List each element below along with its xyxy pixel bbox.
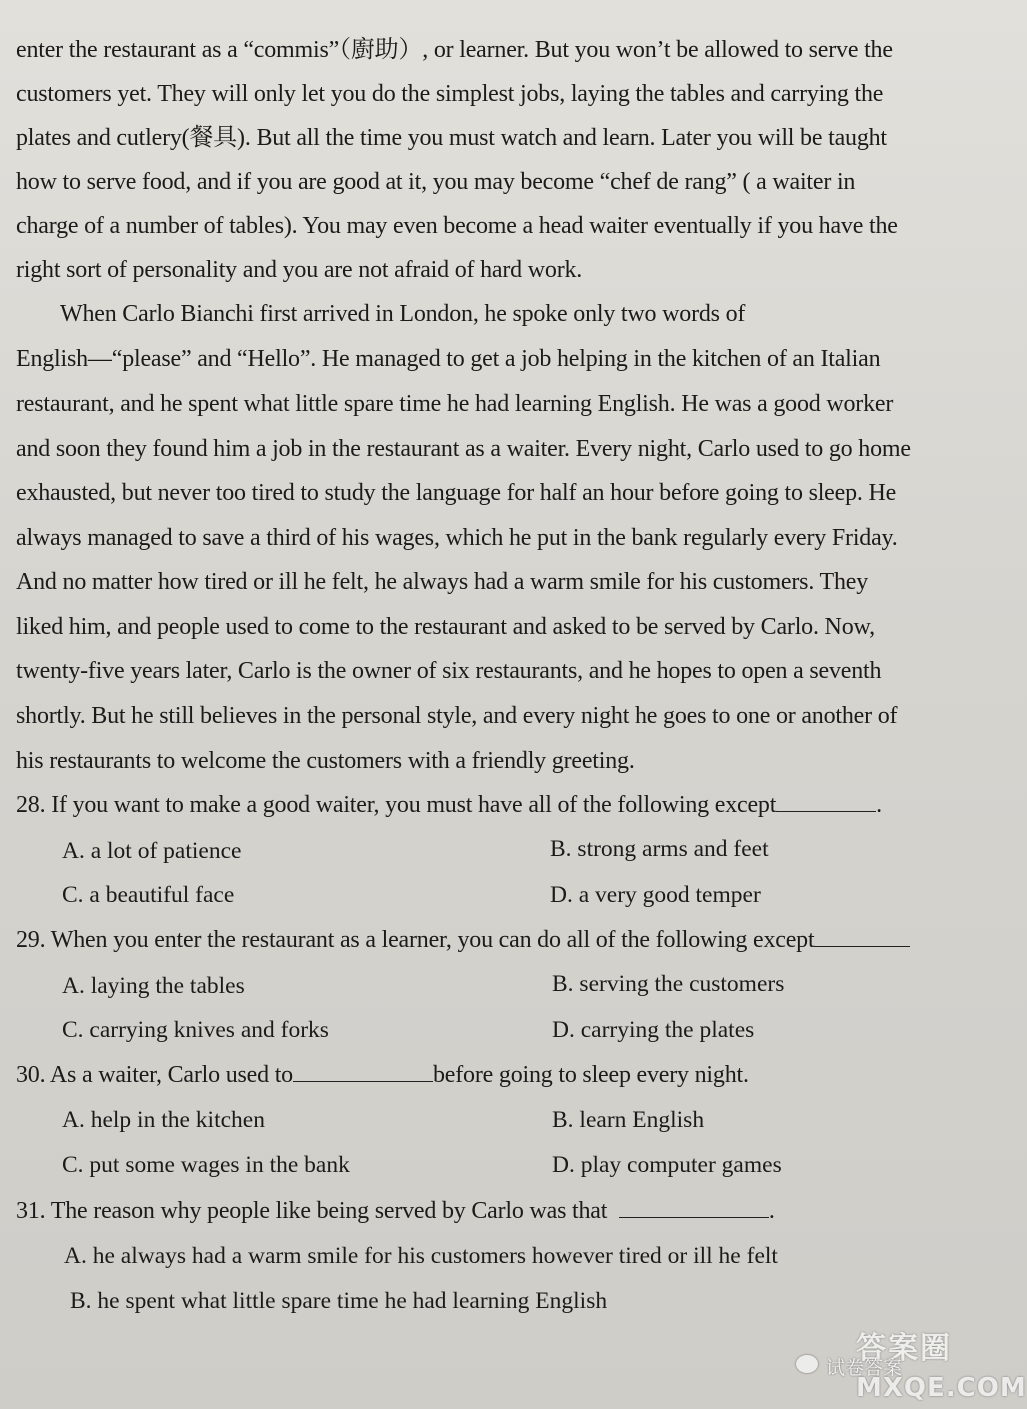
passage-line: English—“please” and “Hello”. He managed to get a job helping in the kitchen of an Italian [16, 346, 881, 372]
q30-option-c[interactable]: C. put some wages in the bank [62, 1152, 350, 1178]
passage-line: charge of a number of tables). You may even become a head waiter eventually if you have the [16, 213, 898, 239]
question-28-stem: 28. If you want to make a good waiter, you must have all of the following except [16, 792, 777, 818]
passage-line: exhausted, but never too tired to study the language for half an hour before going to sleep. He [16, 480, 897, 506]
q30-option-d[interactable]: D. play computer games [552, 1152, 782, 1178]
answer-blank[interactable] [619, 1199, 769, 1218]
question-28 [16, 783, 986, 828]
q29-option-d[interactable]: D. carrying the plates [552, 1017, 755, 1043]
passage-line: his restaurants to welcome the customers with a friendly greeting. [16, 748, 635, 774]
passage-line: how to serve food, and if you are good at it, you may become “chef de rang” ( a waiter in [16, 169, 856, 195]
passage-line: plates and cutlery(餐具). But all the time you must watch and learn. Later you will be taught [16, 125, 887, 151]
question-31-end: . [768, 1198, 775, 1224]
answer-blank[interactable] [814, 928, 910, 947]
q30-option-a[interactable]: A. help in the kitchen [62, 1107, 265, 1133]
passage-line: twenty-five years later, Carlo is the owner of six restaurants, and he hopes to open a seventh [16, 658, 882, 684]
q29-option-b[interactable]: B. serving the customers [552, 971, 785, 997]
watermark-url-text: MXQE.COM [856, 1373, 1027, 1403]
question-28-end: . [876, 792, 882, 818]
answer-blank[interactable] [776, 793, 876, 812]
q29-option-a[interactable]: A. laying the tables [62, 973, 245, 999]
passage-line: customers yet. They will only let you do the simplest jobs, laying the tables and carrying the [16, 81, 884, 107]
watermark-logo [786, 1317, 1027, 1409]
passage-line: When Carlo Bianchi first arrived in London, he spoke only two words of [60, 301, 746, 327]
q28-option-d[interactable]: D. a very good temper [550, 882, 761, 908]
q31-option-a[interactable]: A. he always had a warm smile for his customers however tired or ill he felt [64, 1243, 778, 1269]
question-29-stem: 29. When you enter the restaurant as a learner, you can do all of the following except [16, 927, 815, 953]
passage-line: shortly. But he still believes in the personal style, and every night he goes to one or another of [16, 703, 898, 729]
question-31 [16, 1189, 986, 1234]
watermark-top-text: 答案圈 [856, 1331, 952, 1366]
question-30-stem-end: before going to sleep every night. [433, 1062, 749, 1088]
q30-option-b[interactable]: B. learn English [552, 1107, 705, 1133]
question-30-stem-start: 30. As a waiter, Carlo used to [16, 1062, 293, 1088]
watermark-mid-text: 试卷答案 [826, 1357, 903, 1379]
q31-option-b[interactable]: B. he spent what little spare time he had learning English [70, 1288, 608, 1314]
passage-line: liked him, and people used to come to the restaurant and asked to be served by Carlo. Now, [16, 614, 875, 640]
q28-option-b[interactable]: B. strong arms and feet [550, 836, 769, 862]
passage-line: right sort of personality and you are not afraid of hard work. [16, 257, 583, 283]
passage-line: restaurant, and he spent what little spare time he had learning English. He was a good worker [16, 391, 894, 417]
passage-line: enter the restaurant as a “commis”（廚助）, or learner. But you won’t be allowed to serve the [16, 37, 893, 63]
answer-blank[interactable] [293, 1063, 433, 1082]
q28-option-c[interactable]: C. a beautiful face [62, 882, 235, 908]
q29-option-c[interactable]: C. carrying knives and forks [62, 1017, 329, 1043]
passage-line: always managed to save a third of his wages, which he put in the bank regularly every Friday. [16, 525, 898, 551]
question-29 [16, 918, 1000, 963]
question-30 [16, 1053, 986, 1098]
chat-bubble-icon [796, 1355, 818, 1373]
q28-option-a[interactable]: A. a lot of patience [62, 838, 242, 864]
passage-line: And no matter how tired or ill he felt, he always had a warm smile for his customers. They [16, 569, 869, 595]
passage-line: and soon they found him a job in the restaurant as a waiter. Every night, Carlo used to go home [16, 436, 911, 462]
question-31-stem: 31. The reason why people like being served by Carlo was that [16, 1198, 608, 1224]
